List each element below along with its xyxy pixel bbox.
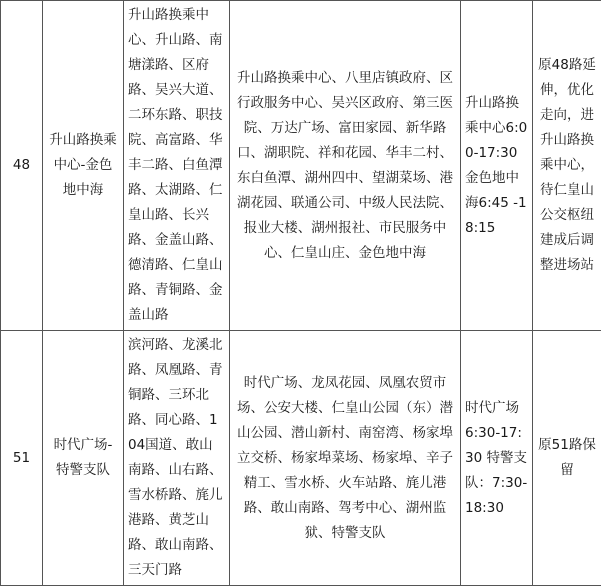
route-stops: 升山路换乘中心、八里店镇政府、区行政服务中心、吴兴区政府、第三医院、万达广场、富田家园、新华路口、湖职院、祥和花园、华丰二村、东白鱼潭、湖州四中、望湖菜场、港湖花园、联通公司、中级人民法院、报业大楼、湖州报社、市民服务中心、仁皇山庄、金色地中海 — [230, 1, 461, 331]
route-number: 48 — [1, 1, 43, 331]
route-name: 时代广场-特警支队 — [43, 331, 124, 586]
route-number: 51 — [1, 331, 43, 586]
route-stops: 时代广场、龙凤花园、凤凰农贸市场、公安大楼、仁皇山公园（东）潜山公园、潜山新村、南窑湾、杨家埠立交桥、杨家埠菜场、杨家埠、辛子精工、雪水桥、火车站路、旄儿港路、敢山南路、驾考中心、湖州监狱、特警支队 — [230, 331, 461, 586]
route-time: 升山路换乘中心6:00-17:30 金色地中海6:45 -18:15 — [461, 1, 533, 331]
table-row — [1, 331, 601, 586]
route-name: 升山路换乘中心-金色地中海 — [43, 1, 124, 331]
route-note: 原51路保留 — [533, 331, 601, 586]
route-note: 原48路延伸，优化走向，进升山路换乘中心，待仁皇山公交枢纽建成后调整进场站 — [533, 1, 601, 331]
route-path: 升山路换乘中心、升山路、南塘漾路、区府路、吴兴大道、二环东路、职技院、高富路、华丰二路、白鱼潭路、太湖路、仁皇山路、长兴路、金盖山路、德清路、仁皇山路、青铜路、金盖山路 — [124, 1, 230, 331]
table-row — [1, 1, 601, 331]
route-path: 滨河路、龙溪北路、凤凰路、青铜路、三环北路、同心路、104国道、敢山南路、山右路、雪水桥路、旄儿港路、黄芝山路、敢山南路、三天门路 — [124, 331, 230, 586]
route-time: 时代广场6:30-17:30 特警支队：7:30-18:30 — [461, 331, 533, 586]
